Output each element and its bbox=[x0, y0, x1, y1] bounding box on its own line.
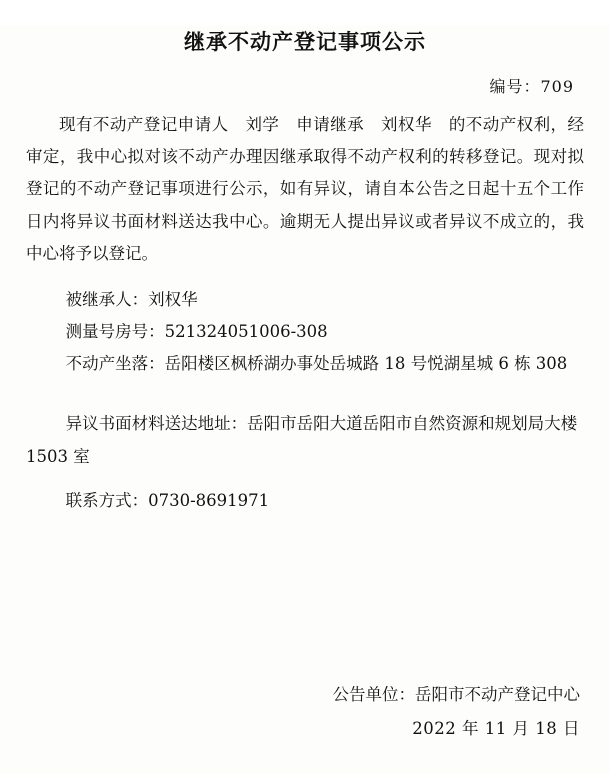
spacer bbox=[0, 380, 610, 408]
contact-value: 0730-8691971 bbox=[148, 490, 270, 510]
contact-line bbox=[26, 485, 584, 517]
signature-block bbox=[333, 678, 581, 747]
document-number bbox=[0, 74, 574, 97]
field-property-location bbox=[26, 348, 584, 380]
body-paragraph: 现有不动产登记申请人 刘学 申请继承 刘权华 的不动产权利，经审定，我中心拟对该不动产办理因继承取得不动产权利的转移登记。现对拟登记的不动产登记事项进行公示，如有异议，请自本公告之日起十五个工作日内将异议书面材料送达我中心。逾期无人提出异议或者异议不成立的，我中心将予以登记。 bbox=[26, 115, 584, 263]
document-number-value: 709 bbox=[540, 77, 574, 96]
issuer-line bbox=[333, 678, 581, 713]
field-decedent-label: 被继承人： bbox=[65, 289, 149, 309]
page-title: 继承不动产登记事项公示 bbox=[184, 29, 426, 54]
field-decedent-value: 刘权华 bbox=[148, 289, 198, 309]
objection-address-value: 岳阳市岳阳大道岳阳市自然资源和规划局大楼 1503 室 bbox=[26, 414, 578, 466]
field-property-location-label: 不动产坐落： bbox=[65, 354, 165, 374]
objection-address-label: 异议书面材料送达地址： bbox=[65, 414, 248, 434]
contact-block bbox=[26, 485, 584, 517]
issue-date: 2022 年 11 月 18 日 bbox=[412, 719, 580, 739]
field-survey-room-number-value: 521324051006-308 bbox=[164, 322, 328, 342]
document-number-label: 编号： bbox=[489, 77, 541, 96]
objection-address-block bbox=[26, 408, 584, 472]
field-decedent bbox=[26, 284, 584, 316]
issuer-value: 岳阳市不动产登记中心 bbox=[415, 684, 580, 704]
issuer-label: 公告单位： bbox=[332, 684, 415, 704]
body-text bbox=[26, 109, 584, 270]
objection-address bbox=[26, 408, 584, 472]
contact-label: 联系方式： bbox=[65, 490, 149, 510]
field-survey-room-number-label: 测量号房号： bbox=[65, 322, 165, 342]
field-survey-room-number bbox=[26, 316, 584, 348]
field-list bbox=[26, 284, 584, 381]
document-page bbox=[0, 26, 610, 773]
field-property-location-value: 岳阳楼区枫桥湖办事处岳城路 18 号悦湖星城 6 栋 308 bbox=[164, 354, 568, 374]
